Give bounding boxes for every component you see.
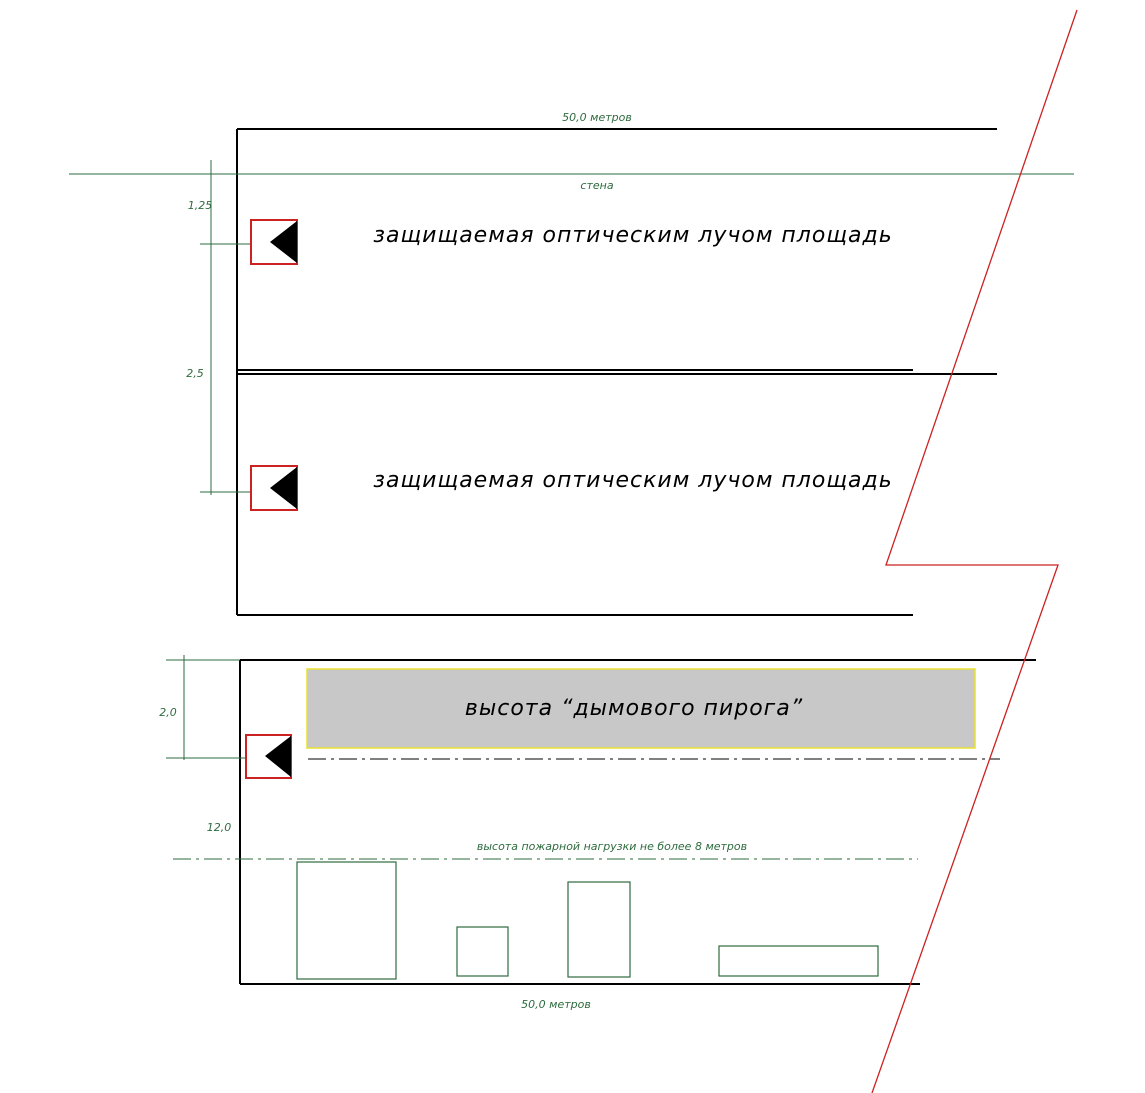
width-top-label: 50,0 метров — [562, 111, 632, 124]
stored-object-1 — [297, 862, 396, 979]
dim-20-label: 2,0 — [159, 706, 177, 719]
beam-detector-icon — [246, 735, 291, 778]
dim-25-label: 2,5 — [186, 367, 204, 380]
wall-label: стена — [580, 179, 614, 192]
zone1-label: защищаемая оптическим лучом площадь — [373, 223, 893, 248]
beam-detector-icon — [251, 220, 297, 264]
section-view — [159, 655, 1036, 1011]
stored-object-2 — [457, 927, 508, 976]
fire-load-label: высота пожарной нагрузки не более 8 метров — [476, 840, 748, 853]
dim-120-label: 12,0 — [206, 821, 232, 834]
dim-125-label: 1,25 — [187, 199, 213, 212]
width-bottom-label: 50,0 метров — [521, 998, 591, 1011]
plan-view — [69, 111, 1074, 615]
break-line — [872, 10, 1077, 1093]
zone2-label: защищаемая оптическим лучом площадь — [373, 468, 893, 493]
stored-object-3 — [568, 882, 630, 977]
smoke-label: высота “дымового пирога” — [464, 696, 804, 721]
stored-object-4 — [719, 946, 878, 976]
beam-detector-icon — [251, 466, 297, 510]
